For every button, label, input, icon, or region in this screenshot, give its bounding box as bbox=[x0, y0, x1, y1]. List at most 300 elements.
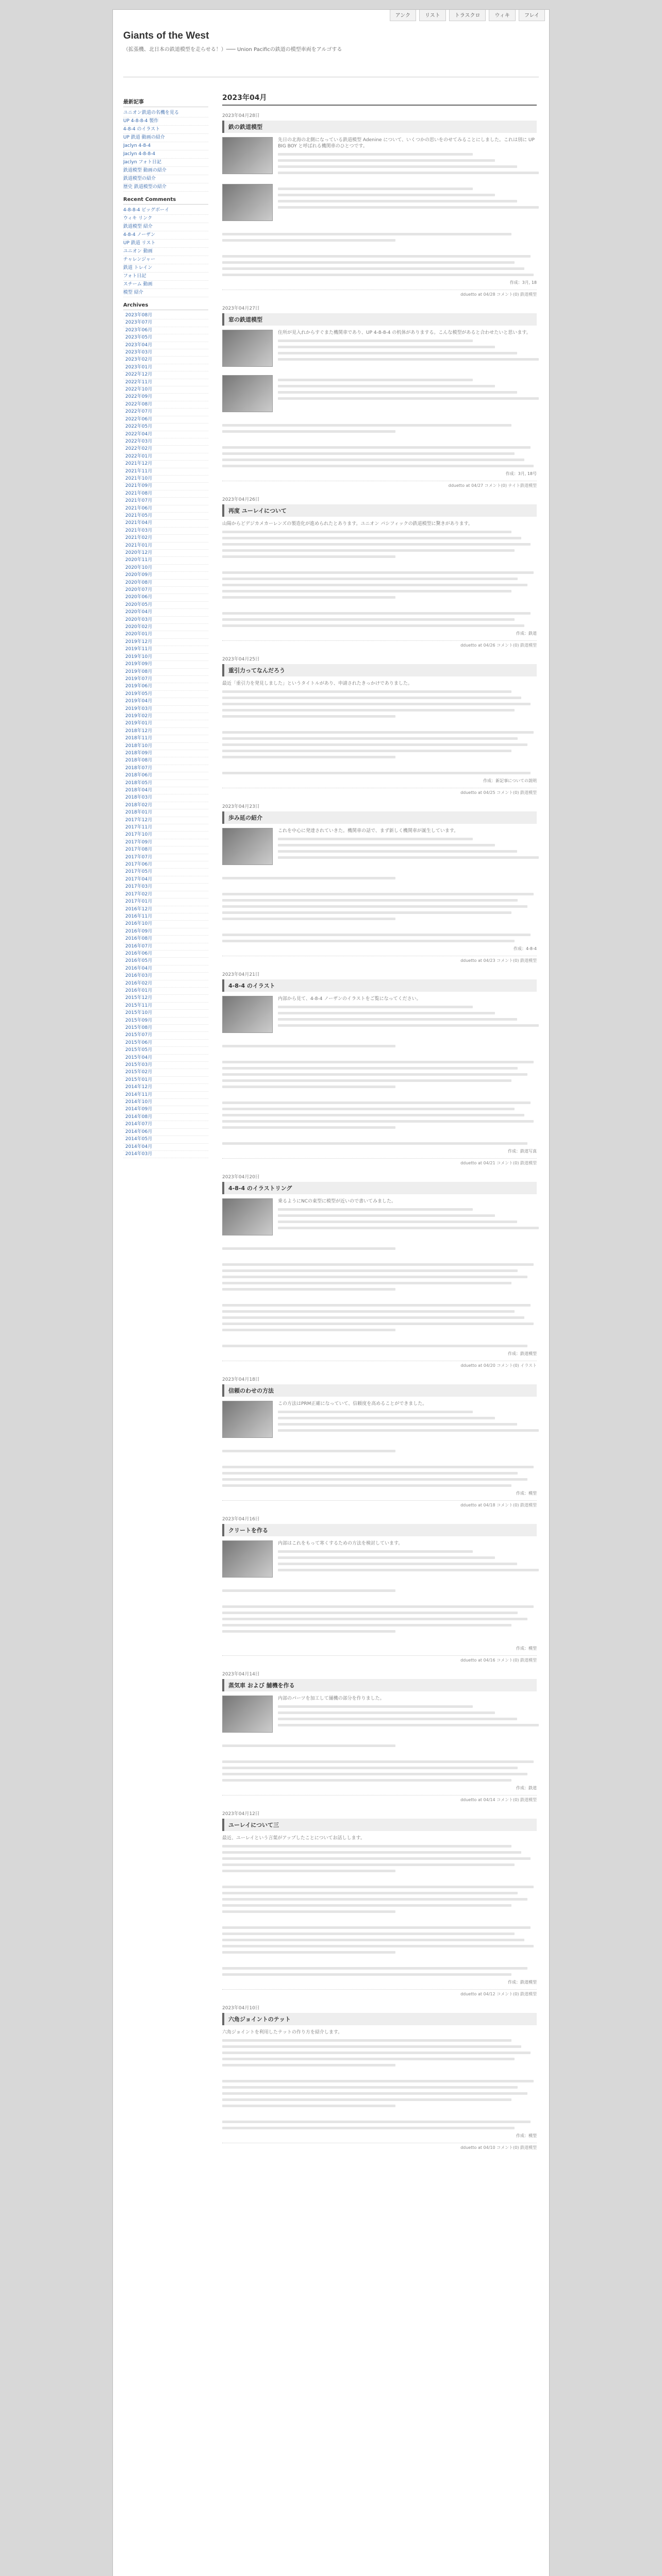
text-line bbox=[222, 1624, 511, 1626]
text-line bbox=[222, 2092, 527, 2095]
archive-month-link[interactable]: 2021年03月 bbox=[123, 528, 208, 535]
archive-month-link[interactable]: 2022年07月 bbox=[123, 409, 208, 416]
archive-month-link[interactable]: 2016年12月 bbox=[123, 906, 208, 913]
post-intro-text: 六角ジョイントを利用したテットの作り方を紹介します。 bbox=[222, 2030, 343, 2035]
recent-comment-link[interactable]: UP 鉄道 リスト bbox=[123, 240, 208, 248]
post-date: 2023年04月16日 bbox=[222, 1517, 260, 1522]
blog-post bbox=[222, 304, 537, 488]
text-line bbox=[222, 1767, 518, 1769]
archive-month-link[interactable]: 2016年08月 bbox=[123, 936, 208, 943]
archive-month-link[interactable]: 2015年03月 bbox=[123, 1062, 208, 1069]
archive-month-link[interactable]: 2014年08月 bbox=[123, 1114, 208, 1121]
archive-month-link[interactable]: 2023年02月 bbox=[123, 357, 208, 364]
spacer bbox=[222, 924, 537, 930]
blog-post bbox=[222, 803, 537, 963]
text-line bbox=[222, 2058, 515, 2060]
post-photo[interactable] bbox=[222, 137, 273, 174]
archive-month-link[interactable]: 2022年11月 bbox=[123, 379, 208, 386]
blog-post bbox=[222, 971, 537, 1166]
archive-month-link[interactable]: 2023年06月 bbox=[123, 327, 208, 334]
post-photo[interactable] bbox=[222, 996, 273, 1033]
archive-month-link[interactable]: 2017年04月 bbox=[123, 876, 208, 884]
text-line bbox=[222, 1870, 395, 1872]
text-line bbox=[278, 206, 539, 209]
text-line bbox=[222, 239, 395, 242]
post-footer-link[interactable]: dduetto at 04/23 コメント(0) 鉄道模型 bbox=[222, 956, 537, 963]
archive-month-link[interactable]: 2022年12月 bbox=[123, 371, 208, 379]
archive-month-link[interactable]: 2023年01月 bbox=[123, 364, 208, 371]
archive-month-link[interactable]: 2017年05月 bbox=[123, 869, 208, 876]
archive-month-link[interactable]: 2018年10月 bbox=[123, 743, 208, 750]
spacer bbox=[222, 1440, 537, 1446]
archive-month-link[interactable]: 2017年01月 bbox=[123, 899, 208, 906]
archive-month-link[interactable]: 2022年03月 bbox=[123, 438, 208, 446]
post-signature: 作成：3月, 18 bbox=[509, 280, 537, 285]
text-line bbox=[222, 1910, 395, 1913]
archive-month-link[interactable]: 2014年04月 bbox=[123, 1144, 208, 1151]
archive-month-link[interactable]: 2015年02月 bbox=[123, 1069, 208, 1076]
text-line bbox=[222, 624, 524, 627]
recent-post-link[interactable]: Jaclyn 4-8-8-4 bbox=[123, 150, 208, 159]
text-line bbox=[278, 1563, 517, 1565]
archive-month-link[interactable]: 2023年03月 bbox=[123, 349, 208, 357]
archive-month-link[interactable]: 2016年04月 bbox=[123, 965, 208, 973]
text-line bbox=[222, 1269, 518, 1272]
archive-month-link[interactable]: 2017年10月 bbox=[123, 832, 208, 839]
archive-month-link[interactable]: 2020年01月 bbox=[123, 631, 208, 638]
archive-month-link[interactable]: 2021年10月 bbox=[123, 476, 208, 483]
archive-month-link[interactable]: 2019年11月 bbox=[123, 646, 208, 653]
post-title[interactable]: 再度 ユーレイについて bbox=[222, 504, 537, 517]
site-tagline: （拡張機、北日本の鉄道模型を走らせる！）─── Union Pacificの鉄道の模型車両をアルゴする bbox=[123, 47, 342, 53]
text-line bbox=[222, 1892, 518, 1894]
archive-month-link[interactable]: 2019年02月 bbox=[123, 713, 208, 720]
spacer bbox=[222, 414, 537, 420]
archive-month-link[interactable]: 2018年03月 bbox=[123, 794, 208, 802]
text-line bbox=[222, 452, 515, 455]
archive-month-link[interactable]: 2022年02月 bbox=[123, 446, 208, 453]
text-line bbox=[278, 352, 517, 354]
text-line bbox=[222, 715, 395, 718]
text-line bbox=[222, 596, 395, 599]
text-line bbox=[222, 1951, 395, 1954]
post-title[interactable]: 窓の鉄道模型 bbox=[222, 313, 537, 326]
archive-month-link[interactable]: 2020年02月 bbox=[123, 624, 208, 631]
main-content bbox=[222, 92, 537, 2158]
post-footer-link[interactable]: dduetto at 04/26 コメント(0) 鉄道模型 bbox=[222, 640, 537, 648]
archive-month-link[interactable]: 2021年04月 bbox=[123, 520, 208, 527]
post-body bbox=[222, 996, 537, 1145]
post-date: 2023年04月25日 bbox=[222, 657, 260, 662]
post-footer-link[interactable]: dduetto at 04/20 コメント(0) イラスト bbox=[222, 1361, 537, 1368]
post-footer-link[interactable]: dduetto at 04/27 コメント(0) ナイト鉄道模型 bbox=[222, 481, 537, 488]
text-line bbox=[278, 844, 495, 846]
archive-month-link[interactable]: 2020年12月 bbox=[123, 550, 208, 557]
post-intro-text: 内部はこれをもって寒くするための方法を検討しています。 bbox=[278, 1541, 403, 1546]
archive-month-link[interactable]: 2018年12月 bbox=[123, 728, 208, 735]
top-nav-link[interactable]: ウィキ bbox=[489, 9, 515, 21]
text-line bbox=[222, 1120, 534, 1123]
archive-month-link[interactable]: 2015年04月 bbox=[123, 1055, 208, 1062]
post-title[interactable]: 蒸気車 および 舗機を作る bbox=[222, 1679, 537, 1691]
archive-month-link[interactable]: 2021年05月 bbox=[123, 513, 208, 520]
post-footer-link[interactable]: dduetto at 04/12 コメント(0) 鉄道模型 bbox=[222, 1989, 537, 1997]
post-title[interactable]: 重引力ってなんだろう bbox=[222, 664, 537, 676]
text-line bbox=[222, 1101, 531, 1104]
spacer bbox=[222, 1253, 537, 1260]
recent-comment-link[interactable]: 4-8-4 ノーザン bbox=[123, 231, 208, 240]
posts-list bbox=[222, 112, 537, 2150]
text-line bbox=[278, 1718, 517, 1720]
recent-comment-link[interactable]: 鉄道 トレイン bbox=[123, 264, 208, 273]
text-line bbox=[222, 555, 395, 558]
recent-post-link[interactable]: Jaclyn フォト日記 bbox=[123, 159, 208, 167]
recent-comment-link[interactable]: ウィキ リンク bbox=[123, 215, 208, 223]
text-line bbox=[278, 358, 539, 361]
archive-month-link[interactable]: 2020年04月 bbox=[123, 609, 208, 616]
archive-month-link[interactable]: 2014年05月 bbox=[123, 1136, 208, 1143]
archives-heading: Archives bbox=[123, 302, 208, 310]
text-line bbox=[222, 430, 395, 433]
text-line bbox=[222, 737, 518, 740]
archive-month-link[interactable]: 2018年09月 bbox=[123, 750, 208, 757]
text-line bbox=[222, 571, 534, 574]
spacer bbox=[222, 883, 537, 889]
archive-month-link[interactable]: 2020年05月 bbox=[123, 602, 208, 609]
text-line bbox=[278, 1550, 473, 1553]
text-line bbox=[278, 391, 517, 394]
archive-month-link[interactable]: 2022年04月 bbox=[123, 431, 208, 438]
post-photo[interactable] bbox=[222, 828, 273, 865]
post-date: 2023年04月14日 bbox=[222, 1672, 260, 1677]
archive-month-link[interactable]: 2022年05月 bbox=[123, 423, 208, 431]
text-line bbox=[222, 1345, 527, 1347]
text-line bbox=[278, 188, 473, 190]
text-line bbox=[222, 1904, 511, 1907]
site-title[interactable]: Giants of the West bbox=[123, 30, 209, 41]
post-intro-text: 内部から見て、4-8-4 ノーザンのイラストをご覧になってください。 bbox=[278, 996, 421, 1002]
text-line bbox=[222, 2052, 531, 2054]
archive-month-link[interactable]: 2019年12月 bbox=[123, 639, 208, 646]
spacer bbox=[222, 1335, 537, 1341]
archive-month-link[interactable]: 2023年07月 bbox=[123, 319, 208, 327]
post-title[interactable]: 4-8-4 のイラスト bbox=[222, 979, 537, 992]
post-body bbox=[222, 1540, 537, 1642]
text-line bbox=[278, 1429, 539, 1432]
archive-month-link[interactable]: 2022年06月 bbox=[123, 416, 208, 423]
recent-post-link[interactable]: 歴史 鉄道模型の紹介 bbox=[123, 183, 208, 192]
archive-month-link[interactable]: 2018年07月 bbox=[123, 765, 208, 772]
text-line bbox=[222, 1863, 515, 1866]
text-line bbox=[222, 1478, 527, 1481]
archive-month-link[interactable]: 2016年06月 bbox=[123, 951, 208, 958]
archive-month-link[interactable]: 2015年06月 bbox=[123, 1040, 208, 1047]
recent-post-link[interactable]: UP 4-8-8-4 製作 bbox=[123, 117, 208, 126]
text-line bbox=[222, 877, 395, 879]
post-signature: 作成：4-8-4 bbox=[513, 946, 537, 951]
text-line bbox=[222, 1605, 534, 1608]
archive-month-link[interactable]: 2017年12月 bbox=[123, 817, 208, 824]
text-line bbox=[278, 1569, 539, 1571]
post-intro-text: この方法はPRM正確になっていて、信頼度を高めることができました。 bbox=[278, 1401, 427, 1406]
archive-month-link[interactable]: 2020年10月 bbox=[123, 565, 208, 572]
post-signature: 作成：鉄道模型 bbox=[508, 1351, 537, 1356]
text-line bbox=[222, 612, 531, 615]
post-title[interactable]: 六角ジョイントのテット bbox=[222, 2013, 537, 2025]
text-line bbox=[222, 2064, 395, 2066]
spacer bbox=[222, 1092, 537, 1098]
archive-month-link[interactable]: 2017年06月 bbox=[123, 861, 208, 869]
recent-comment-link[interactable]: 鉄道模型 紹介 bbox=[123, 223, 208, 231]
archive-month-link[interactable]: 2016年07月 bbox=[123, 943, 208, 951]
archive-month-link[interactable]: 2020年09月 bbox=[123, 572, 208, 579]
archive-month-link[interactable]: 2017年07月 bbox=[123, 854, 208, 861]
archive-month-link[interactable]: 2022年10月 bbox=[123, 386, 208, 394]
text-line bbox=[222, 1973, 511, 1976]
archive-month-link[interactable]: 2016年09月 bbox=[123, 928, 208, 936]
archive-month-link[interactable]: 2020年08月 bbox=[123, 580, 208, 587]
text-line bbox=[222, 697, 521, 699]
archive-month-link[interactable]: 2014年03月 bbox=[123, 1151, 208, 1158]
post-body bbox=[222, 1401, 537, 1487]
post-body bbox=[222, 330, 537, 467]
recent-comment-link[interactable]: 4-8-8-4 ビッグボーイ bbox=[123, 207, 208, 215]
archive-month-link[interactable]: 2021年09月 bbox=[123, 483, 208, 490]
archive-month-link[interactable]: 2018年02月 bbox=[123, 802, 208, 809]
site-header bbox=[123, 30, 539, 77]
archive-month-link[interactable]: 2015年05月 bbox=[123, 1047, 208, 1054]
text-line bbox=[278, 1024, 539, 1027]
archive-month-link[interactable]: 2019年10月 bbox=[123, 654, 208, 661]
text-line bbox=[222, 2105, 395, 2107]
post-title[interactable]: 4-8-4 のイラストリング bbox=[222, 1182, 537, 1194]
recent-comment-link[interactable]: フォト日記 bbox=[123, 273, 208, 281]
archive-month-link[interactable]: 2016年02月 bbox=[123, 980, 208, 988]
text-line bbox=[222, 1079, 511, 1082]
spacer bbox=[222, 1456, 537, 1462]
post-footer-link[interactable]: dduetto at 04/25 コメント(0) 鉄道模型 bbox=[222, 788, 537, 795]
text-line bbox=[222, 2045, 521, 2048]
archive-month-link[interactable]: 2015年11月 bbox=[123, 1003, 208, 1010]
text-line bbox=[222, 1851, 521, 1854]
archive-month-link[interactable]: 2017年02月 bbox=[123, 891, 208, 899]
archive-month-link[interactable]: 2015年10月 bbox=[123, 1010, 208, 1017]
post-body bbox=[222, 828, 537, 942]
archive-month-link[interactable]: 2023年04月 bbox=[123, 342, 208, 349]
recent-post-link[interactable]: 4-8-4 のイラスト bbox=[123, 126, 208, 134]
recent-comment-link[interactable]: 模型 紹介 bbox=[123, 289, 208, 297]
archive-month-link[interactable]: 2016年10月 bbox=[123, 921, 208, 928]
post-photo[interactable] bbox=[222, 1696, 273, 1733]
post-intro-text: 最近、ユーレイという言葉がアップしたことについてお話しします。 bbox=[222, 1836, 365, 1841]
archive-month-link[interactable]: 2021年12月 bbox=[123, 461, 208, 468]
archive-month-link[interactable]: 2021年08月 bbox=[123, 490, 208, 498]
archive-month-link[interactable]: 2022年08月 bbox=[123, 401, 208, 409]
archive-month-link[interactable]: 2019年06月 bbox=[123, 683, 208, 690]
archive-month-link[interactable]: 2021年07月 bbox=[123, 498, 208, 505]
post-photo[interactable] bbox=[222, 1540, 273, 1578]
archive-month-link[interactable]: 2019年01月 bbox=[123, 720, 208, 727]
text-line bbox=[222, 1086, 395, 1088]
text-line bbox=[222, 1108, 515, 1110]
text-line bbox=[222, 772, 531, 774]
text-line bbox=[222, 578, 518, 580]
text-line bbox=[222, 918, 395, 920]
archive-month-link[interactable]: 2023年05月 bbox=[123, 334, 208, 342]
text-line bbox=[222, 911, 511, 914]
blog-post bbox=[222, 1173, 537, 1368]
recent-comment-link[interactable]: チャレンジャー bbox=[123, 256, 208, 264]
sidebar bbox=[123, 92, 208, 1158]
archive-month-link[interactable]: 2019年03月 bbox=[123, 706, 208, 713]
archive-month-link[interactable]: 2020年07月 bbox=[123, 587, 208, 594]
archive-month-link[interactable]: 2021年06月 bbox=[123, 505, 208, 513]
archive-month-link[interactable]: 2018年08月 bbox=[123, 757, 208, 765]
archive-month-link[interactable]: 2021年11月 bbox=[123, 468, 208, 476]
recent-post-link[interactable]: Jaclyn 4-8-4 bbox=[123, 142, 208, 150]
text-line bbox=[222, 531, 511, 533]
post-signature: 作成：模型 bbox=[516, 1491, 537, 1496]
recent-comment-link[interactable]: スチーム 動画 bbox=[123, 281, 208, 289]
text-line bbox=[278, 838, 473, 840]
archive-month-link[interactable]: 2017年09月 bbox=[123, 839, 208, 846]
archive-month-link[interactable]: 2014年10月 bbox=[123, 1099, 208, 1106]
post-signature: 作成：模型 bbox=[516, 1646, 537, 1651]
archive-month-link[interactable]: 2019年07月 bbox=[123, 676, 208, 683]
text-line bbox=[278, 172, 539, 174]
archive-month-link[interactable]: 2018年04月 bbox=[123, 787, 208, 794]
post-date: 2023年04月20日 bbox=[222, 1175, 260, 1180]
archive-month-link[interactable]: 2015年01月 bbox=[123, 1077, 208, 1084]
archive-month-link[interactable]: 2019年08月 bbox=[123, 669, 208, 676]
archive-month-link[interactable]: 2014年11月 bbox=[123, 1092, 208, 1099]
post-footer-link[interactable]: dduetto at 04/18 コメント(0) 鉄道模型 bbox=[222, 1500, 537, 1508]
spacer bbox=[222, 369, 537, 375]
archive-month-link[interactable]: 2021年01月 bbox=[123, 543, 208, 550]
text-line bbox=[278, 1423, 517, 1426]
archive-month-link[interactable]: 2015年09月 bbox=[123, 1018, 208, 1025]
month-heading: 2023年04月 bbox=[222, 92, 537, 106]
archive-month-link[interactable]: 2016年05月 bbox=[123, 958, 208, 965]
top-nav-link[interactable]: リスト bbox=[419, 9, 446, 21]
archive-month-link[interactable]: 2022年01月 bbox=[123, 453, 208, 461]
archive-month-link[interactable]: 2014年12月 bbox=[123, 1084, 208, 1091]
archive-month-link[interactable]: 2017年11月 bbox=[123, 824, 208, 832]
archive-month-link[interactable]: 2023年08月 bbox=[123, 312, 208, 319]
archive-month-link[interactable]: 2015年08月 bbox=[123, 1025, 208, 1032]
archive-month-link[interactable]: 2016年11月 bbox=[123, 913, 208, 921]
post-photo[interactable] bbox=[222, 184, 273, 221]
archive-month-link[interactable]: 2021年02月 bbox=[123, 535, 208, 542]
text-line bbox=[222, 731, 534, 734]
text-line bbox=[278, 1214, 495, 1217]
archive-month-link[interactable]: 2020年06月 bbox=[123, 594, 208, 601]
text-line bbox=[222, 261, 515, 264]
archive-month-link[interactable]: 2022年09月 bbox=[123, 394, 208, 401]
archive-month-link[interactable]: 2019年04月 bbox=[123, 698, 208, 705]
post-photo[interactable] bbox=[222, 330, 273, 367]
text-line bbox=[278, 1221, 517, 1223]
archive-month-link[interactable]: 2016年03月 bbox=[123, 973, 208, 980]
post-footer-link[interactable]: dduetto at 04/16 コメント(0) 鉄道模型 bbox=[222, 1655, 537, 1663]
text-line bbox=[222, 618, 515, 621]
recent-post-link[interactable]: 鉄道模型 動画の紹介 bbox=[123, 167, 208, 175]
spacer bbox=[222, 1596, 537, 1602]
post-title[interactable]: ユーレイについて三 bbox=[222, 1819, 537, 1831]
post-signature: 作成：模型 bbox=[516, 2133, 537, 2138]
text-line bbox=[222, 584, 527, 586]
archive-month-link[interactable]: 2014年07月 bbox=[123, 1121, 208, 1128]
archive-month-link[interactable]: 2014年09月 bbox=[123, 1106, 208, 1113]
post-title[interactable]: 鉄の鉄道模型 bbox=[222, 121, 537, 133]
post-intro-text: 山陽からどデジカメカーレンズの製造化が進められたとあります。ユニオン パシフィックの鉄道模型に驚きがあります。 bbox=[222, 521, 473, 527]
text-line bbox=[222, 1304, 531, 1307]
archive-month-link[interactable]: 2015年12月 bbox=[123, 995, 208, 1002]
text-line bbox=[278, 1705, 473, 1708]
archive-month-link[interactable]: 2016年01月 bbox=[123, 988, 208, 995]
archive-month-link[interactable]: 2015年07月 bbox=[123, 1032, 208, 1039]
post-body bbox=[222, 2029, 537, 2129]
archive-month-link[interactable]: 2020年11月 bbox=[123, 557, 208, 564]
archive-month-link[interactable]: 2017年08月 bbox=[123, 846, 208, 854]
archive-month-link[interactable]: 2018年01月 bbox=[123, 809, 208, 817]
recent-post-link[interactable]: 鉄道模型の紹介 bbox=[123, 175, 208, 183]
recent-post-link[interactable]: ユニオン鉄道の名機を見る bbox=[123, 109, 208, 117]
text-line bbox=[222, 1045, 395, 1047]
archive-month-link[interactable]: 2018年11月 bbox=[123, 735, 208, 742]
archive-month-link[interactable]: 2020年03月 bbox=[123, 617, 208, 624]
recent-comment-link[interactable]: ユニオン 動画 bbox=[123, 248, 208, 256]
top-nav-link[interactable]: アンク bbox=[390, 9, 416, 21]
archive-month-link[interactable]: 2019年09月 bbox=[123, 661, 208, 668]
spacer bbox=[222, 1035, 537, 1041]
text-line bbox=[222, 465, 534, 467]
text-line bbox=[222, 1282, 511, 1284]
post-title[interactable]: 歩み延の紹介 bbox=[222, 811, 537, 824]
text-line bbox=[222, 255, 531, 258]
archive-month-link[interactable]: 2014年06月 bbox=[123, 1129, 208, 1136]
text-line bbox=[222, 1630, 395, 1633]
text-line bbox=[222, 267, 524, 270]
post-photo[interactable] bbox=[222, 1198, 273, 1235]
text-line bbox=[278, 200, 517, 202]
archive-month-link[interactable]: 2018年06月 bbox=[123, 772, 208, 779]
post-footer-link[interactable]: dduetto at 04/10 コメント(0) 鉄道模型 bbox=[222, 2143, 537, 2150]
text-line bbox=[222, 1773, 527, 1775]
blog-post bbox=[222, 1670, 537, 1803]
post-title[interactable]: 信頼のわせの方法 bbox=[222, 1384, 537, 1397]
text-line bbox=[222, 1263, 534, 1266]
archive-month-link[interactable]: 2019年05月 bbox=[123, 691, 208, 698]
archive-month-link[interactable]: 2017年03月 bbox=[123, 884, 208, 891]
text-line bbox=[222, 1933, 515, 1935]
post-footer-link[interactable]: dduetto at 04/21 コメント(0) 鉄道模型 bbox=[222, 1158, 537, 1166]
spacer bbox=[222, 721, 537, 727]
top-nav-link[interactable]: トラスクロ bbox=[449, 9, 486, 21]
post-title[interactable]: クリートを作る bbox=[222, 1524, 537, 1536]
text-line bbox=[222, 446, 531, 449]
post-photo[interactable] bbox=[222, 1401, 273, 1438]
archive-month-link[interactable]: 2018年05月 bbox=[123, 780, 208, 787]
recent-post-link[interactable]: UP 鉄道 動画の紹介 bbox=[123, 134, 208, 142]
text-line bbox=[278, 159, 495, 162]
top-nav-link[interactable]: フレイ bbox=[519, 9, 545, 21]
post-footer-link[interactable]: dduetto at 04/28 コメント(0) 鉄道模型 bbox=[222, 290, 537, 297]
text-line bbox=[222, 1845, 511, 1848]
post-footer-link[interactable]: dduetto at 04/14 コメント(0) 鉄道模型 bbox=[222, 1795, 537, 1803]
post-photo[interactable] bbox=[222, 375, 273, 412]
text-line bbox=[222, 1142, 527, 1145]
